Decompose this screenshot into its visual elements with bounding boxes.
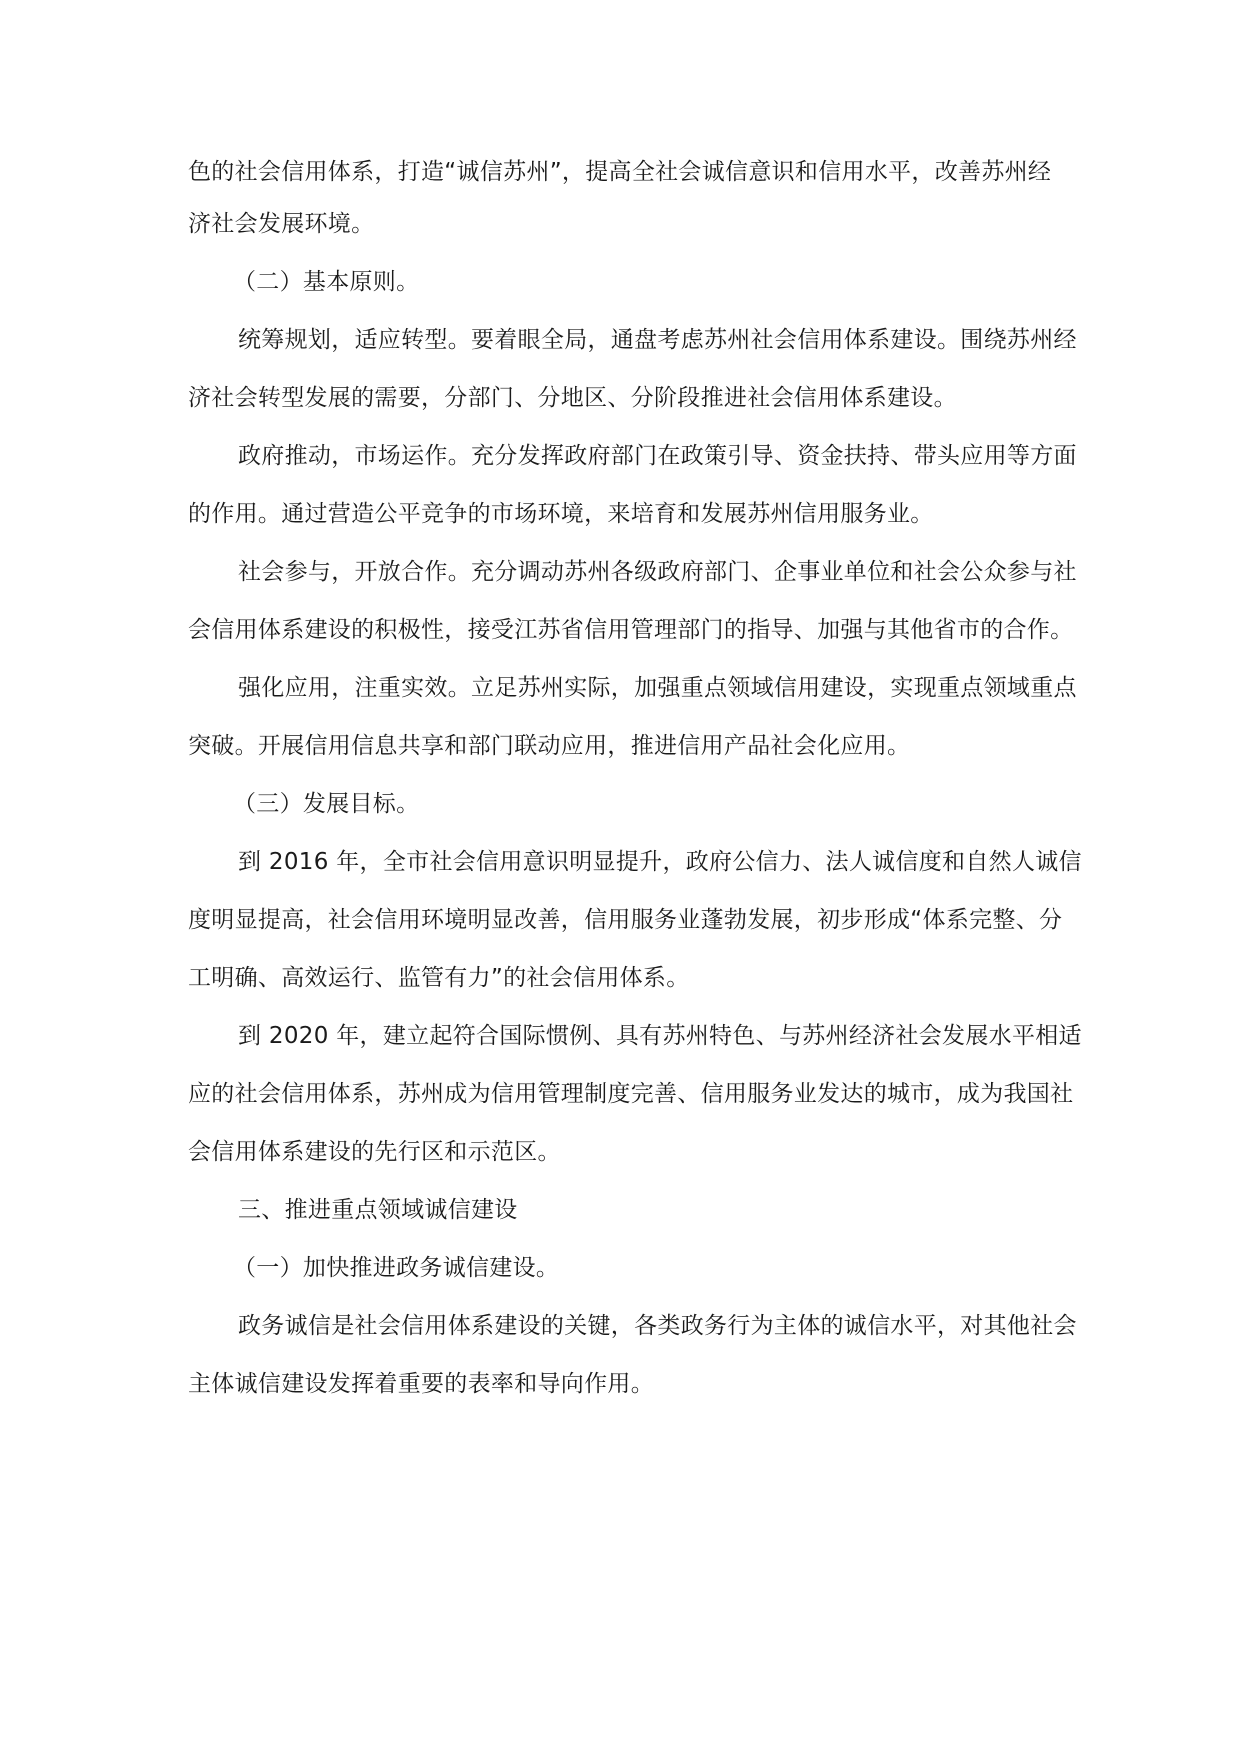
text-line: 会信用体系建设的积极性，接受江苏省信用管理部门的指导、加强与其他省市的合作。 (188, 617, 1074, 643)
text-line: 政务诚信是社会信用体系建设的关键，各类政务行为主体的诚信水平，对其他社会 (238, 1313, 1077, 1339)
text-line: 到 2016 年，全市社会信用意识明显提升，政府公信力、法人诚信度和自然人诚信 (238, 849, 1082, 875)
section-heading: （一）加快推进政务诚信建设。 (233, 1255, 560, 1281)
text-line: 应的社会信用体系，苏州成为信用管理制度完善、信用服务业发达的城市，成为我国社 (188, 1081, 1074, 1107)
text-line: 统筹规划，适应转型。要着眼全局，通盘考虑苏州社会信用体系建设。围绕苏州经 (238, 327, 1077, 353)
text-line: 色的社会信用体系，打造“诚信苏州”，提高全社会诚信意识和信用水平，改善苏州经 (188, 159, 1052, 185)
text-line: 政府推动，市场运作。充分发挥政府部门在政策引导、资金扶持、带头应用等方面 (238, 443, 1077, 469)
text-line: 到 2020 年，建立起符合国际惯例、具有苏州特色、与苏州经济社会发展水平相适 (238, 1023, 1082, 1049)
text-line: 会信用体系建设的先行区和示范区。 (188, 1139, 561, 1165)
text-line: 的作用。通过营造公平竞争的市场环境，来培育和发展苏州信用服务业。 (188, 501, 934, 527)
text-line: 强化应用，注重实效。立足苏州实际，加强重点领域信用建设，实现重点领域重点 (238, 675, 1077, 701)
section-heading: （二）基本原则。 (233, 269, 420, 295)
text-line: 度明显提高，社会信用环境明显改善，信用服务业蓬勃发展，初步形成“体系完整、分 (188, 907, 1063, 933)
text-line: 主体诚信建设发挥着重要的表率和导向作用。 (188, 1371, 654, 1397)
text-line: 济社会转型发展的需要，分部门、分地区、分阶段推进社会信用体系建设。 (188, 385, 957, 411)
section-heading: 三、推进重点领域诚信建设 (238, 1197, 518, 1223)
text-line: 工明确、高效运行、监管有力”的社会信用体系。 (188, 965, 690, 991)
text-line: 突破。开展信用信息共享和部门联动应用，推进信用产品社会化应用。 (188, 733, 911, 759)
text-line: 济社会发展环境。 (188, 211, 375, 237)
text-line: 社会参与，开放合作。充分调动苏州各级政府部门、企事业单位和社会公众参与社 (238, 559, 1077, 585)
section-heading: （三）发展目标。 (233, 791, 420, 817)
